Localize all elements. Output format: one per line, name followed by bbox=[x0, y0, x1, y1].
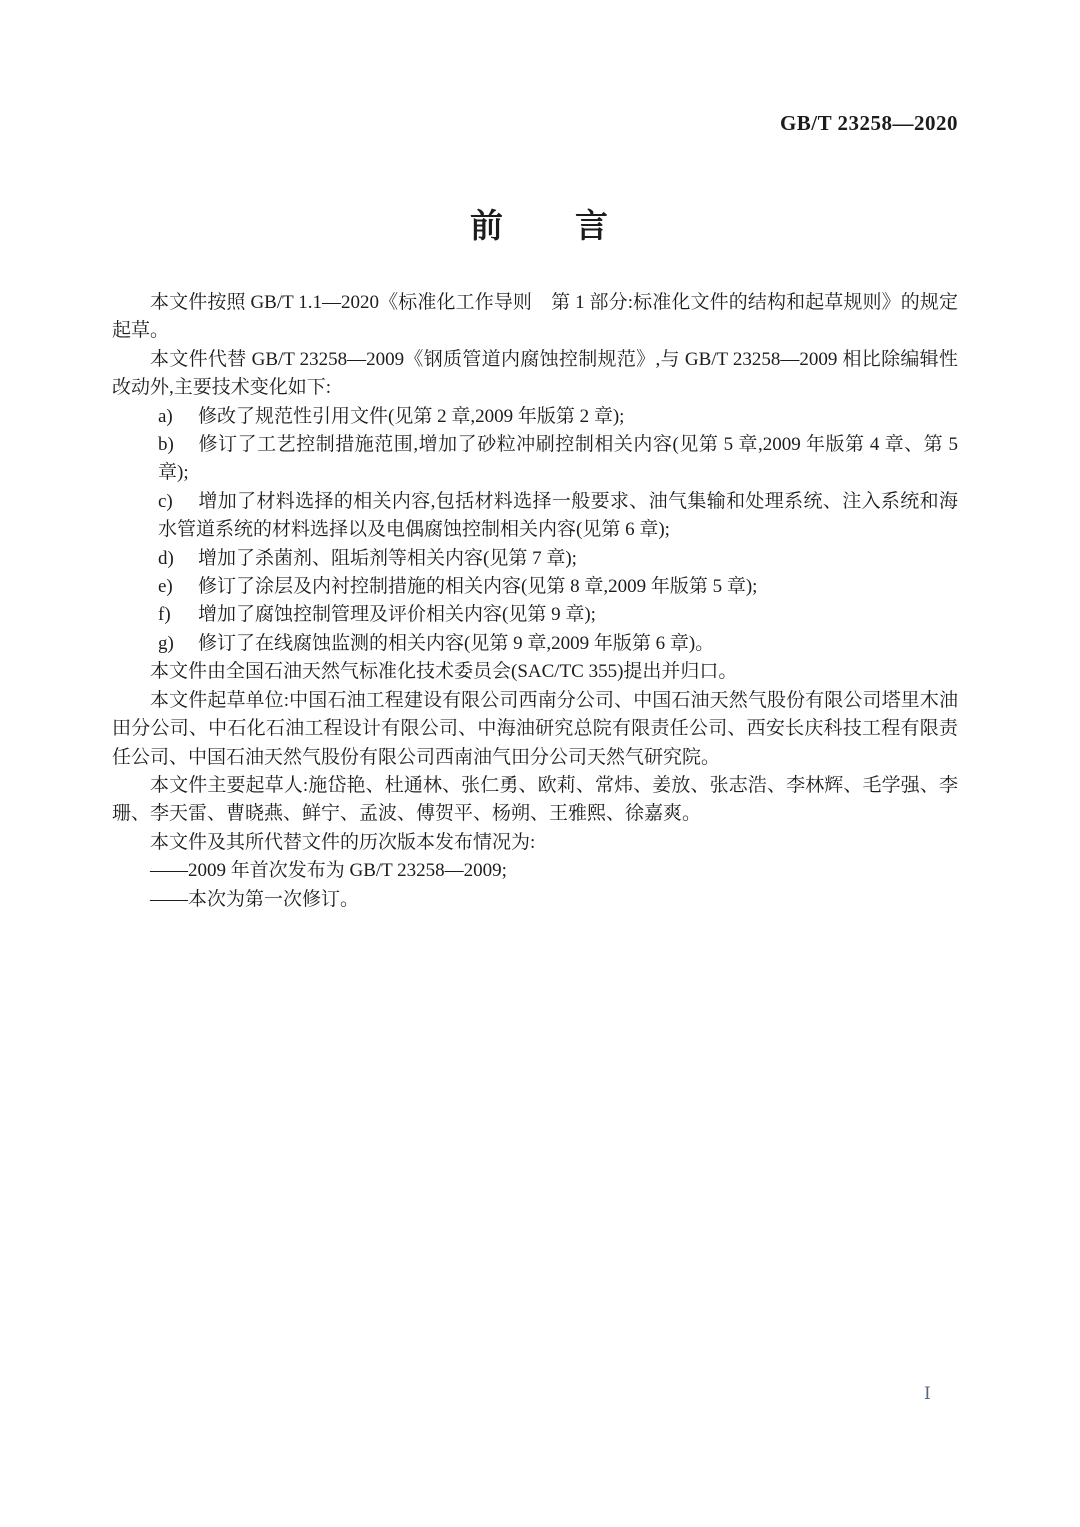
list-item-a bbox=[112, 403, 958, 431]
list-item-label: g) bbox=[158, 632, 174, 654]
list-item-text: 修改了规范性引用文件(见第 2 章,2009 年版第 2 章); bbox=[198, 405, 625, 427]
list-item-label: b) bbox=[158, 434, 174, 456]
list-item-label: a) bbox=[158, 405, 173, 427]
list-item-text: 修订了在线腐蚀监测的相关内容(见第 9 章,2009 年版第 6 章)。 bbox=[198, 632, 715, 654]
paragraph-drafting-units: 本文件起草单位:中国石油工程建设有限公司西南分公司、中国石油天然气股份有限公司塔里木油田分公司、中石化石油工程设计有限公司、中海油研究总院有限责任公司、西安长庆科技工程有限责任公司、中国石油天然气股份有限公司西南油气田分公司天然气研究院。 bbox=[112, 689, 958, 768]
paragraph-drafting-basis: 本文件按照 GB/T 1.1—2020《标准化工作导则 第 1 部分:标准化文件的结构和起草规则》的规定起草。 bbox=[112, 292, 958, 342]
list-item-f bbox=[112, 601, 958, 629]
paragraph-history-intro: 本文件及其所代替文件的历次版本发布情况为: bbox=[150, 831, 536, 853]
page-title: 前 言 bbox=[470, 207, 610, 244]
paragraph-proposal: 本文件由全国石油天然气标准化技术委员会(SAC/TC 355)提出并归口。 bbox=[150, 661, 738, 683]
changes-list bbox=[112, 403, 958, 659]
list-item-e bbox=[112, 573, 958, 601]
list-item-text: 增加了腐蚀控制管理及评价相关内容(见第 9 章); bbox=[198, 604, 596, 626]
list-item-text: 修订了涂层及内衬控制措施的相关内容(见第 8 章,2009 年版第 5 章); bbox=[198, 576, 758, 598]
list-item-g bbox=[112, 630, 958, 658]
list-item-c bbox=[112, 488, 958, 545]
paragraph-replacement: 本文件代替 GB/T 23258—2009《钢质管道内腐蚀控制规范》,与 GB/T 23258—2009 相比除编辑性改动外,主要技术变化如下: bbox=[112, 348, 958, 399]
standard-code: GB/T 23258—2020 bbox=[779, 111, 958, 135]
history-item-first-revision: ——本次为第一次修订。 bbox=[150, 888, 360, 910]
list-item-label: e) bbox=[158, 576, 173, 598]
list-item-b bbox=[112, 431, 958, 488]
list-item-text: 增加了杀菌剂、阻垢剂等相关内容(见第 7 章); bbox=[198, 547, 577, 569]
list-item-d bbox=[112, 545, 958, 573]
foreword-body bbox=[112, 289, 958, 914]
list-item-text: 增加了材料选择的相关内容,包括材料选择一般要求、油气集输和处理系统、注入系统和海水管道系统的材料选择以及电偶腐蚀控制相关内容(见第 6 章); bbox=[158, 490, 958, 541]
page-number: Ⅰ bbox=[924, 1384, 931, 1403]
list-item-text: 修订了工艺控制措施范围,增加了砂粒冲刷控制相关内容(见第 5 章,2009 年版第 4 章、第 5 章); bbox=[158, 434, 958, 484]
history-item-first-release: ——2009 年首次发布为 GB/T 23258—2009; bbox=[150, 860, 507, 882]
list-item-label: d) bbox=[158, 547, 174, 569]
list-item-label: f) bbox=[158, 604, 171, 626]
paragraph-drafters: 本文件主要起草人:施岱艳、杜通林、张仁勇、欧莉、常炜、姜放、张志浩、李林辉、毛学强、李珊、李天雷、曹晓燕、鲜宁、孟波、傅贺平、杨朔、王雅熙、徐嘉爽。 bbox=[112, 774, 958, 825]
list-item-label: c) bbox=[158, 490, 173, 512]
